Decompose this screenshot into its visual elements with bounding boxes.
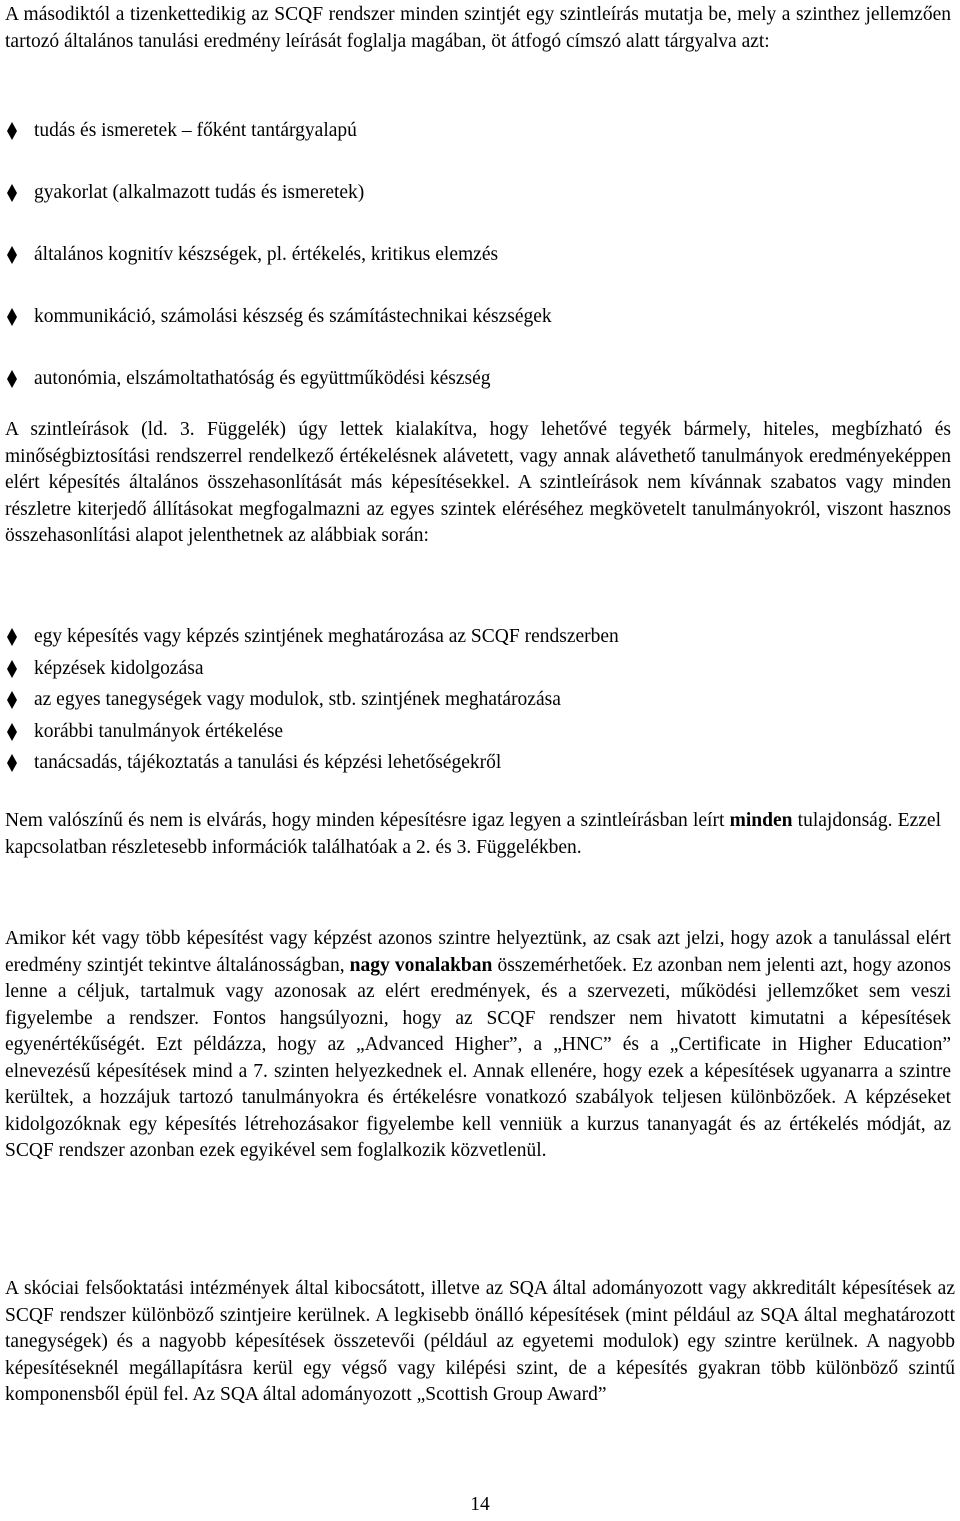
list-item-text: korábbi tanulmányok értékelése (34, 720, 284, 742)
list-item-text: az egyes tanegységek vagy modulok, stb. szintjének meghatározása (34, 689, 561, 710)
list-item (5, 363, 951, 425)
list-item (5, 239, 951, 301)
list-item-text: tudás és ismeretek – főként tantárgyalapú (34, 120, 357, 141)
list-item (5, 301, 951, 363)
list-item (5, 621, 951, 653)
list-item (5, 115, 951, 177)
diamond-bullet-icon (5, 747, 21, 779)
diamond-bullet-icon (5, 301, 21, 363)
diamond-bullet-icon (5, 115, 21, 177)
diamond-bullet-icon (5, 363, 21, 425)
comparability-paragraph (5, 926, 951, 1165)
list-item-text: kommunikáció, számolási készség és számítástechnikai készségek (34, 306, 552, 327)
institutions-paragraph: A skóciai felsőoktatási intézmények által kibocsátott, illetve az SQA által adományozott vagy akkreditált képesítések az SCQF rendszer különböző szintjeire kerülnek. A legkisebb önálló képesítések (mint például az SQA által meghatározott tanegységek) és a nagyobb képesítések összetevői (például az egyetemi modulok) egy szintre kerülnek. A nagyobb képesítéseknél megállapításra kerül egy végső vagy kilépési szint, de a képesítés gyakran több különböző szintű komponensből épül fel. Az SQA által adományozott „Scottish Group Award” (5, 1278, 955, 1405)
list-item-text: gyakorlat (alkalmazott tudás és ismeretek) (34, 182, 365, 203)
list-item-text: általános kognitív készségek, pl. értékelés, kritikus elemzés (34, 244, 499, 265)
intro-paragraph: A másodiktól a tizenkettedikig az SCQF rendszer minden szintjét egy szintleírás mutatja be, mely a szinthez jellemzően tartozó általános tanulási eredmény leírását foglalja magában, öt átfogó címszó alatt tárgyalva azt: (5, 4, 951, 52)
diamond-bullet-icon (5, 684, 21, 716)
diamond-bullet-icon (5, 239, 21, 301)
list-item (5, 177, 951, 239)
diamond-bullet-icon (5, 716, 21, 748)
expectation-text-2: tulajdonság. Ezzel kapcsolatban részletesebb információk találhatóak a 2. és 3. Függelékben. (5, 810, 941, 858)
comparability-text-2: összemérhetőek. Ez azonban nem jelenti azt, hogy azonos lenne a céljuk, tartalmuk vagy azonosak az elért eredmények, és a szervezeti, működési jellemzőket sem veszi figyelembe a rendszer. Fontos hangsúlyozni, hogy az SCQF rendszer nem hivatott kimutatni a képesítések egyenértékűségét. Ezt példázza, hogy az „Advanced Higher”, a „HNC” és a „Certificate in Higher Education” elnevezésű képesítések mind a 7. szinten helyezkednek el. Annak ellenére, hogy ezek a képesítések ugyanarra a szintre kerültek, a hozzájuk tartozó tanulmányokra és értékelésre vonatkozó szabályok teljesen különbözőek. A képzéseket kidolgozóknak egy képesítés létrehozásakor figyelembe kell venniük a kurzus tananyagát és az értékelés módját, az SCQF rendszer azonban ezek egyikével sem foglalkozik közvetlenül. (5, 954, 951, 1161)
diamond-bullet-icon (5, 621, 21, 653)
expectation-bold: minden (729, 810, 793, 831)
diamond-bullet-icon (5, 177, 21, 239)
list-item-text: autonómia, elszámoltathatóság és együttműködési készség (34, 368, 491, 389)
list-item (5, 684, 951, 716)
expectation-text-1: Nem valószínű és nem is elvárás, hogy minden képesítésre igaz legyen a szintleírásban leírt (5, 810, 730, 831)
list-item-text: egy képesítés vagy képzés szintjének meghatározása az SCQF rendszerben (34, 626, 619, 647)
comparability-text-1: Amikor két vagy több képesítést vagy képzést azonos szintre helyeztünk, az csak azt jelzi, hogy azok a tanulással elért eredmény szintjét tekintve általánosságban, (5, 928, 951, 976)
list-item (5, 716, 951, 748)
list-item-text: képzések kidolgozása (34, 657, 204, 679)
page-number: 14 (470, 1494, 490, 1515)
comparability-bold: nagy vonalakban (349, 954, 493, 976)
list-item (5, 653, 951, 685)
bullet-list-uses (5, 621, 951, 779)
expectation-paragraph (5, 808, 941, 861)
diamond-bullet-icon (5, 653, 21, 685)
list-item-text: tanácsadás, tájékoztatás a tanulási és képzési lehetőségekről (34, 752, 502, 773)
level-descriptors-paragraph: A szintleírások (ld. 3. Függelék) úgy lettek kialakítva, hogy lehetővé tegyék bármely, hiteles, megbízható és minőségbiztosítási rendszerrel rendelkező értékelésnek alávetett, vagy annak alávethető tanulmányok eredményeképpen elért képesítés általános összehasonlítását más képesítésekkel. A szintleírások nem kívánnak szabatos vagy minden részletre kiterjedő állításokat megfogalmazni az egyes szintek eléréséhez megkövetelt tanulmányokról, viszont hasznos összehasonlítási alapot jelenthetnek az alábbiak során: (5, 419, 951, 546)
bullet-list-outcomes (5, 115, 951, 425)
list-item (5, 747, 951, 779)
